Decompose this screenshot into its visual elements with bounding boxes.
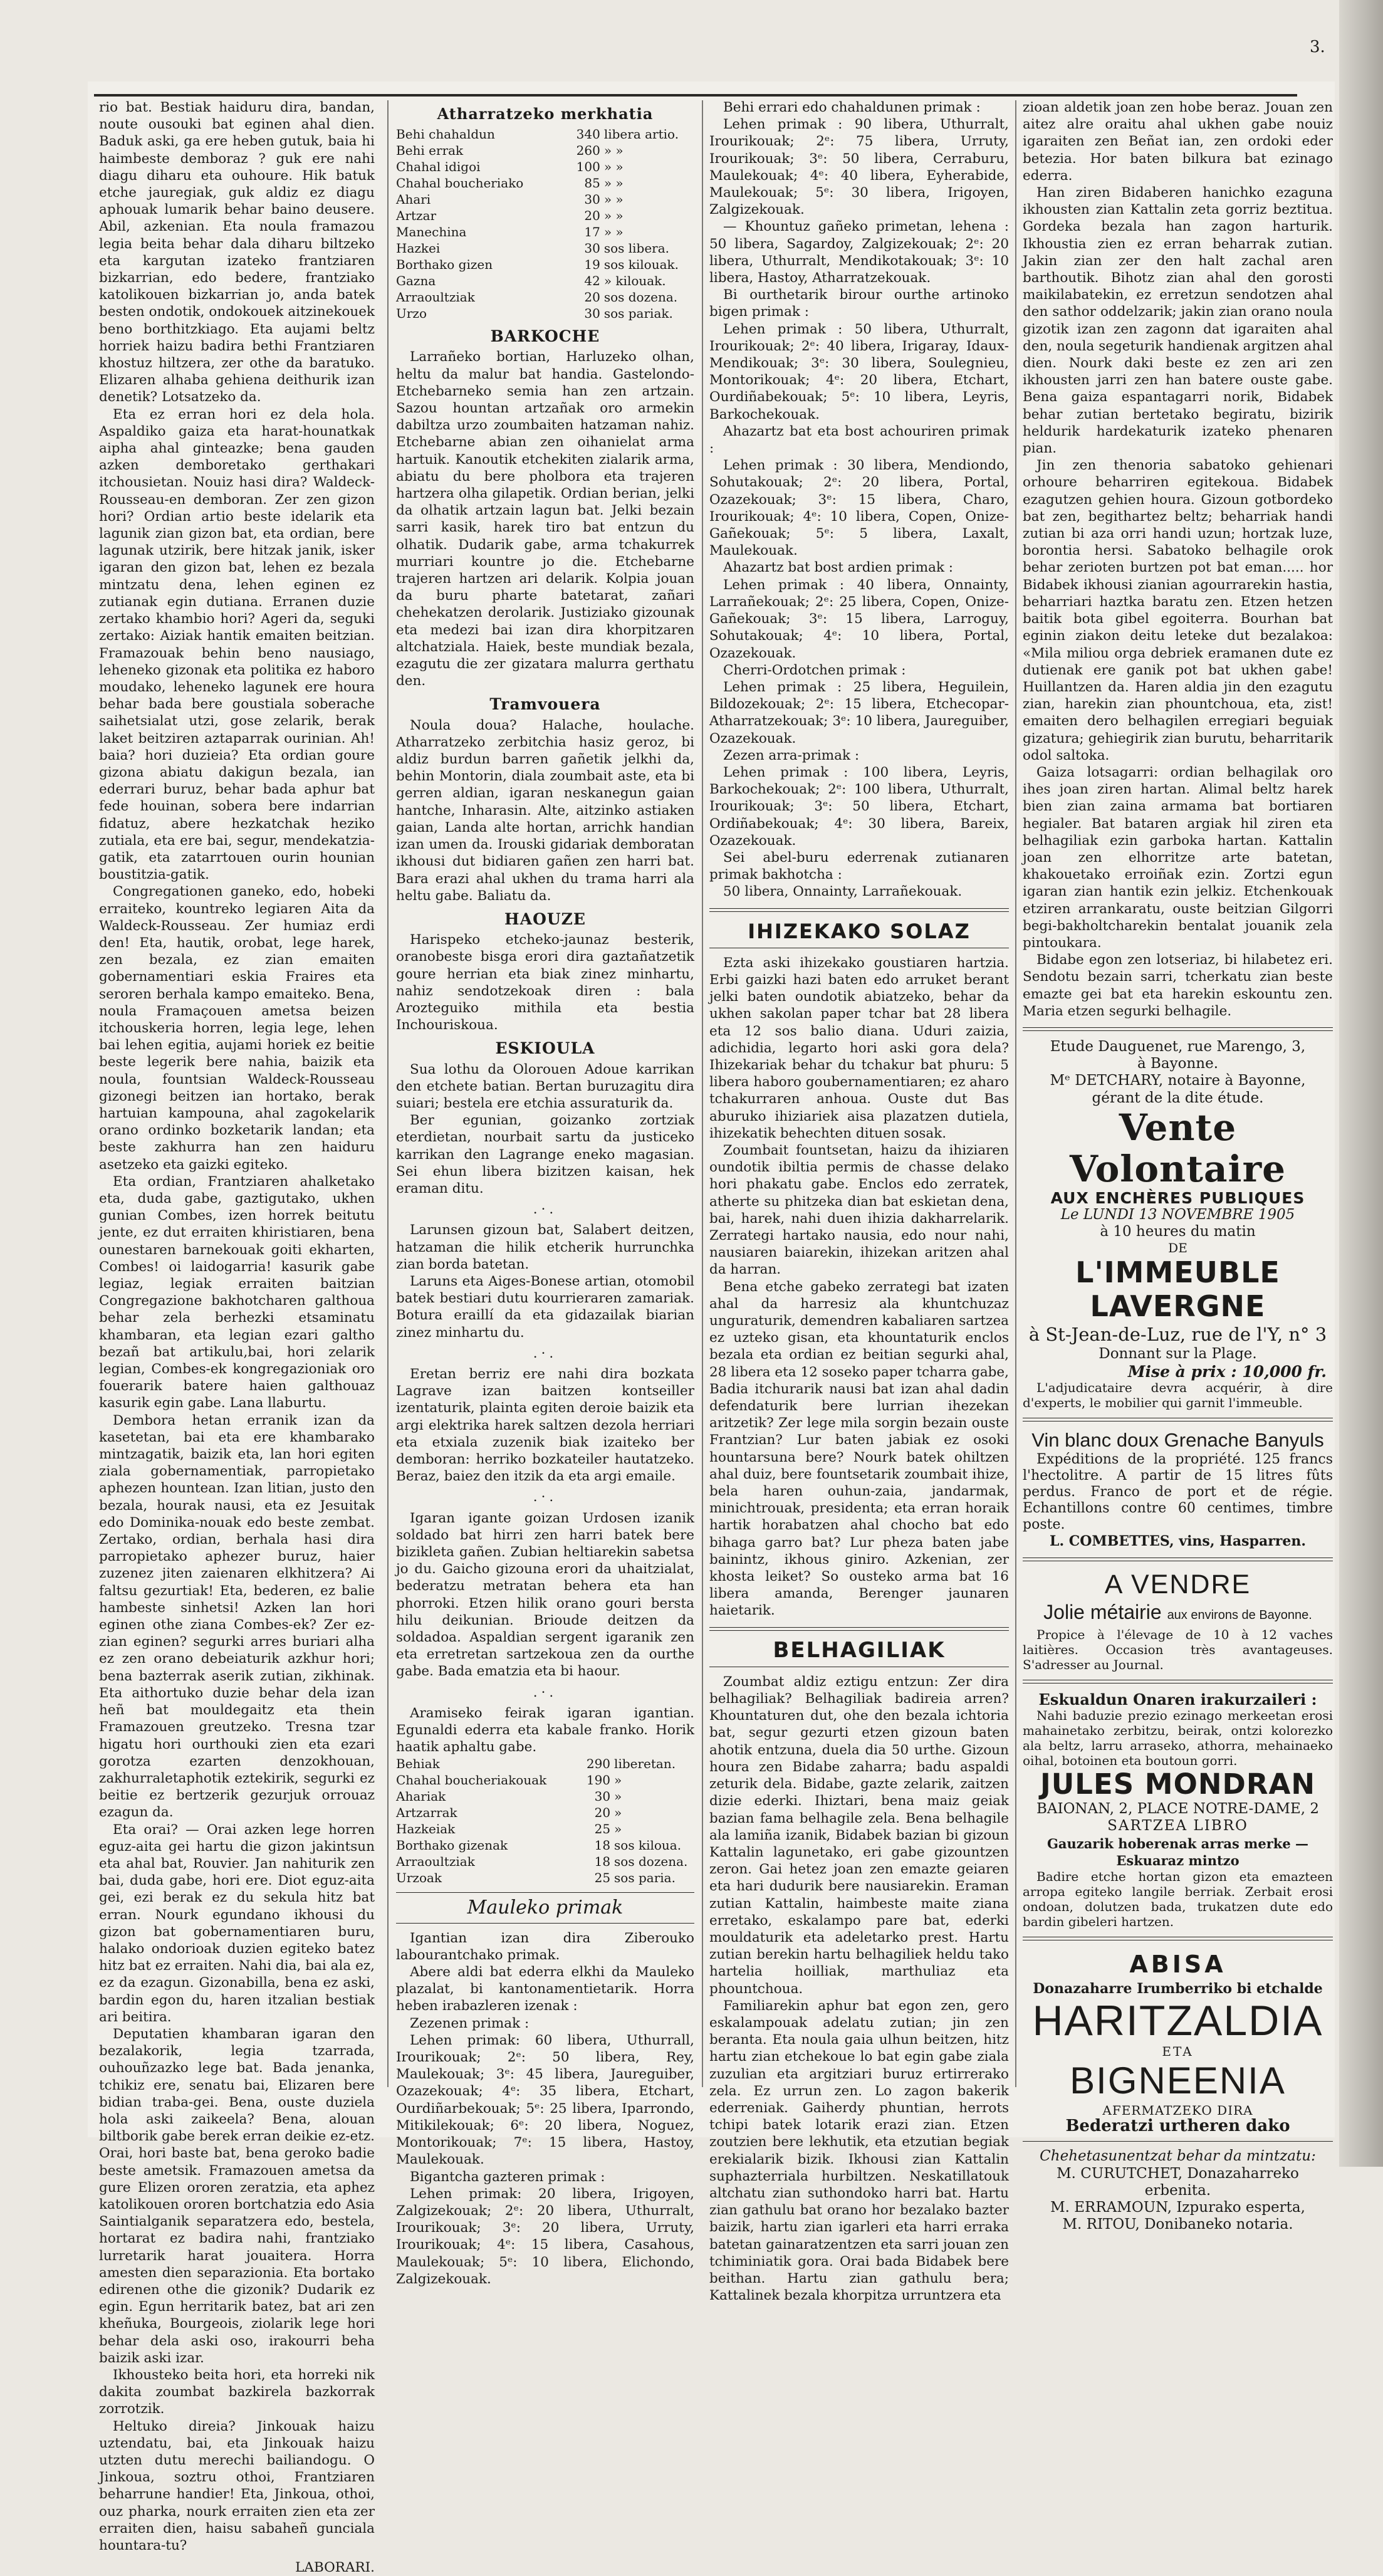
section-rule <box>709 1627 1009 1631</box>
price-unit: » <box>614 1821 622 1837</box>
vente-de: DE <box>1168 1240 1187 1256</box>
barkoche-heading: BARKOCHE <box>490 327 600 346</box>
price-unit: sos libera. <box>603 241 670 256</box>
abisa-subtitle: Donazaharre Irumberriko bi etchalde <box>1033 1981 1323 1997</box>
haouze-article: Harispeko etcheko-jaunaz besterik, oranobeste bisga erori dira gaztañatzetik goure herrian eta biak zinez minhartu, nahiz sendotzekoak diren : bala Arozteguiko mithila eta bestia Inchouriskoua. <box>396 932 694 1034</box>
price-val: 260 <box>576 143 600 159</box>
laruns-aiges-article: Laruns eta Aiges-Bonese artian, otomobil batek bestiari dutu kourrieraren zamariak. Botura eraillí da eta gidazailak biarian zinez minhartu du. <box>396 1273 694 1341</box>
column-3 <box>709 99 1009 2304</box>
price-val: 20 <box>584 290 600 305</box>
abisa-contact: M. ERRAMOUN, Izpurako esperta, <box>1050 2199 1305 2216</box>
story-paragraph: Han ziren Bidaberen hanichko ezaguna ikhousten zian Kattalin zeta gorriz beztitua. Gordeka bezala han zagon harturik. Ikhoustia zien ez erran beharrak zutian. Jakin zian zer den halt zachal aren barthoutik. Bihotz zian ahal den gorosti maikilabatekin, ez erretzun sendotzen ahal den sathor oddelzarik; jakin zian orano noula gizotik izan zen zagonn dat igaraiten ahal den, noula segeturik handienak argitzen ahal dien. Nourk daki beste ez zen ari zen ikhousten jarri zen han batere ouste gabe. Bena gaiza espantagarri norik, Bidabek behar zutian bertetako begiratu, bizirik heldurik hardekaturik izateko phenaren pian. <box>1023 185 1333 457</box>
etude-line: Etude Dauguenet, rue Marengo, 3, <box>1050 1038 1306 1055</box>
mauleko-list: Lehen primak: 60 libera, Uthurrall, Irourikouak; 2ᵉ: 50 libera, Rey, Maulekouak; 3ᵉ: 45 libera, Jaureguiber, Ozazekouak; 4ᵉ: 35 libera, Etchart, Ourdiñarbekouak; 5ᵉ: 25 libera, Iparrondo, Mitikilekouak; 6ᵉ: 20 libera, Noguez, Montorikouak; 7ᵉ: 15 libera, Hastoy, Maulekouak. <box>396 2032 694 2168</box>
vente-subtitle: AUX ENCHÈRES PUBLIQUES <box>1050 1188 1305 1207</box>
ad-rule <box>1023 2141 1333 2142</box>
ad-rule <box>1023 1680 1333 1683</box>
price-val: 30 <box>584 192 600 207</box>
prize-subhead: Sei abel-buru ederrenak zutianaren primak bakhotcha : <box>709 849 1009 883</box>
prize-subhead: Bi ourthetarik birour ourthe artinoko bigen primak : <box>709 287 1009 320</box>
belhagiliak-article: Zoumbat aldiz eztigu entzun: Zer dira belhagiliak? Belhagiliak badireia arren? Khountaturen dut, ohe den bezala ichtoria bat, segur gezurti etzen gizoun baten ahotik entzuna, duela dia 50 urthe. Gizoun houra zen Bidabe zaharra; badu aspaldi zeturik dela. Bidabe, gazte zelarik, zaitzen dizie ederki. Ihiztari, bena maiz geiak bazian fama belhagile zela. Bena belhagile ala lamiña izanik, Bidabek bazian bi gizoun Kattalin lagunetako, eri gabe gizountzen zeron. Gai hetez joan zen emazte geiaren eta hari dudurik bere nausiarekin. Eraman zutian Kattalin, haimbeste maite ziana erretako, eskalampo pare bat, ederki mouldaturik eta adeletarko prest. Hartu zutian berekin hartu belhagiliek heldu tako hartelia hoilliak, marthuliaz eta phountchoua. <box>709 1673 1009 1997</box>
price-unit: » » <box>603 143 624 159</box>
vente-plage: Donnant sur la Plage. <box>1099 1346 1257 1363</box>
abisa-title: ABISA <box>1129 1950 1226 1979</box>
paragraph: Heltuko direia? Jinkouak haizu uztendatu, bai, eta Jinkouak haizu utzten dutu merechi bailiandogu. O Jinkoua, soztru othoi, Frantziaren beharrune handier! Eta, Jinkoua, othoi, ouz pharka, nourk erraiten zien eta zer erraiten dien, haisu sabaheñ gunciala hountara-tu? <box>99 2418 375 2554</box>
price-item: Arraoultziak <box>396 290 475 305</box>
price-val: 340 <box>576 127 600 142</box>
aramiseko-intro: Aramiseko feirak igaran igantian. Egunaldi ederra eta kabale franko. Horik haatik aphaltu gabe. <box>396 1705 694 1756</box>
price-item: Behi chahaldun <box>396 127 495 142</box>
price-val: 42 <box>584 273 600 289</box>
margin-mark: 3. <box>1310 38 1325 56</box>
belhagiliak-heading: BELHAGILIAK <box>773 1637 946 1663</box>
prize-list: Lehen primak : 90 libera, Uthurralt, Irourikouak; 2ᵉ: 75 libera, Urruty, Irourikouak; 3ᵉ: 50 libera, Cerraburu, Maulekouak; 4ᵉ: 40 libera, Eyherabide, Maulekouak; 5ᵉ: 30 libera, Irigoyen, Zalgizekouak. <box>709 117 1009 218</box>
abisa-eta: ETA <box>1162 2044 1194 2060</box>
price-item: Chahal boucheriakouak <box>396 1772 547 1788</box>
price-val: 18 <box>594 1854 611 1870</box>
tramvouera-heading: Tramvouera <box>489 695 601 714</box>
price-unit: » » <box>603 192 624 207</box>
price-item: Borthako gizenak <box>396 1838 508 1853</box>
price-val: 30 <box>584 241 600 256</box>
atharratze-price-table <box>396 126 694 322</box>
mauleko-text: Abere aldi bat ederra elkhi da Mauleko plazalat, bi kantonamentietarik. Horra heben irabazleren izenak : <box>396 1964 694 2014</box>
prize-subhead: Behi errari edo chahaldunen primak : <box>723 100 981 115</box>
vendre-title: A VENDRE <box>1104 1569 1251 1600</box>
abisa-contact: M. CURUTCHET, Donazaharreko erbenita. <box>1057 2165 1299 2199</box>
mauleko-intro: Igantian izan dira Ziberouko labourantchako primak. <box>396 1930 694 1963</box>
eskualdun-text: Nahi baduzie prezio ezinago merkeetan erosi mahainetako zerbitzu, beirak, ontzi kolorezko ala beltz, larru arraseko, athorra, mehainaeko oihal, botoinen eta boutoun gorri. <box>1023 1708 1333 1769</box>
price-unit: » <box>614 1772 622 1788</box>
price-row <box>396 1837 694 1853</box>
ad-rule <box>1023 1558 1333 1561</box>
prize-subhead: Zezen arra-primak : <box>723 747 860 763</box>
page-fold-edge <box>1339 0 1383 2167</box>
price-item: Borthako gizen <box>396 257 493 273</box>
prize-list: Lehen primak : 40 libera, Onnainty, Larrañekouak; 2ᵉ: 25 libera, Copen, Onize-Gañekouak; 3ᵉ: 15 libera, Larroguy, Sohutakouak; 4ᵉ: 10 libera, Portal, Ozazekouak. <box>709 577 1009 661</box>
price-row <box>396 142 694 159</box>
eskioula-article: Ber egunian, goizanko zortziak eterdietan, nourbait sartu da justiceko karrikan den Lagrange eneko magasian. Sei ehun libera bizitzen kaisan, hek eraman ditu. <box>396 1113 694 1196</box>
vente-prix: Mise à prix : 10,000 fr. <box>1127 1362 1327 1381</box>
price-item: Chahal idigoi <box>396 159 481 175</box>
price-row <box>396 1788 694 1804</box>
price-val: 190 <box>586 1772 611 1788</box>
column-4 <box>1023 99 1333 2233</box>
price-row <box>396 1821 694 1837</box>
price-val: 290 <box>586 1756 611 1772</box>
price-item: Ahari <box>396 192 431 207</box>
etude-line: Mᵉ DETCHARY, notaire à Bayonne, <box>1050 1072 1306 1089</box>
price-item: Behiak <box>396 1756 440 1772</box>
price-item: Hazkeiak <box>396 1821 456 1837</box>
price-row <box>396 1853 694 1870</box>
price-item: Urzo <box>396 306 427 322</box>
price-item: Artzar <box>396 208 437 224</box>
price-row <box>396 1804 694 1821</box>
abisa-afermatzeko: AFERMATZEKO DIRA <box>1102 2103 1253 2118</box>
top-rule <box>94 94 1297 97</box>
column-2 <box>396 99 694 2287</box>
price-unit: sos kilouak. <box>603 257 679 273</box>
price-val: 20 <box>584 208 600 224</box>
eskioula-article: Sua lothu da Olorouen Adoue karrikan den etchete batian. Bertan buruzagitu dira suiari; bestela ere etchia assuraturik da. <box>396 1061 694 1111</box>
column-rule-2 <box>702 100 703 2087</box>
mondran-title: JULES MONDRAN <box>1040 1767 1315 1801</box>
mondran-text: Badire etche hortan gizon eta emazteen arropa egiteko langile berriak. Zerbait erosi ondoan, dolutzen bada, trukatzen dute edo bardin gibeleri hartzen. <box>1023 1869 1333 1930</box>
price-item: Urzoak <box>396 1870 442 1886</box>
mondran-address: BAIONAN, 2, PLACE NOTRE-DAME, 2 <box>1036 1801 1320 1818</box>
separator-dots: .·. <box>533 1345 558 1361</box>
paragraph: Eta ordian, Frantziaren ahalketako eta, duda gabe, gaztigutako, ukhen gunian Combes, izen horrek beitutu jente, ez dut erraiten khiristiaren, bena ounestaren barnekouak goiti ekharten, Combes! oi laidogarria! kasurik gabe legiaz, legiak erraiten baitzian Congregazione bakhotcharen galthoua behar zela berhezki etsaminatu khambaran, eta legian ezari galtho bezañ bat artikulu,bai, hori zelarik legian, Combes-ek kongregazioniak oro fouerarik batere haien galthouaz kasurik egin gabe. Lana llaburtu. <box>99 1173 375 1411</box>
urdosen-article: Igaran igante goizan Urdosen izanik soldado bat hirri zen harri batek bere bizikleta gañen. Zubian heltiarekin sabetsa jo du. Gaicho gizouna erori da uhaitzialat, bederatzu metratan behera eta han phorroki. Etzen hilik orano gouri bersta hilu deikunian. Brioude deitzen da soldadoa. Aspaldian sergent igaranik zen eta erretretan sartzekoua zen da ourthe gabe. Bada ematzia eta bi haour. <box>396 1510 694 1680</box>
mauleko-list: Lehen primak: 20 libera, Irigoyen, Zalgizekouak; 2ᵉ: 20 libera, Uthurralt, Irourikouak; 3ᵉ: 20 libera, Urruty, Irourikouak; 4ᵉ: 15 libera, Casahous, Maulekouak; 5ᵉ: 10 libera, Elichondo, Zalgizekouak. <box>396 2186 694 2287</box>
price-unit: liberetan. <box>614 1756 676 1772</box>
ad-rule <box>1023 1418 1333 1422</box>
belhagiliak-article: Familiarekin aphur bat egon zen, gero eskalampouak adelatu zutian; jin zen beranta. Eta noula gaia ulhun beitzen, hitz hartu zian etchekoue lo bat egin gabe ziala zuzulian eta argitziari buruz ertirrerako zela. Ez urrun zen. Lo zagon bakerik ederreniak. Gaiherdy phuntian, herrots tchipi batek lotarik erazi zian. Etzen zoutzien bere lekhutik, eta etzutian begiak erekialarik bizik. Ikhousi zian Kattalin suphazterriala hurbiltzen. Neskatillatouk altchatu zian suthondoko harri bat. Hartu zian gathulu bat orano hor bezalako bazter baizik, hartu zian igarleri eta harri erraka batetan gainaratzentzen eta sarri jouan zen tchiminiatik gora. Orai bada Bidabek bere beithan. Hartu zian gathulu bera; Kattalinek bezala khorpitza urruntzera eta <box>709 1997 1009 2304</box>
eretan-article: Eretan berriz ere nahi dira bozkata Lagrave izan baitzen kontseiller izentaturik, plainta egiten deroie baizik eta argi elektrika harek saltzen dezola herriari eta etxiala zuzenik biak izaiteko ber demboran: herriko bozkateiler hautatzeko. Beraz, baiez den itzik da eta argi emaile. <box>396 1366 694 1485</box>
abisa-haritzaldia: HARITZALDIA <box>1032 1997 1323 2045</box>
vin-title: Vin blanc doux Grenache Banyuls <box>1031 1428 1324 1451</box>
prize-subhead: Ahazartz bat eta bost achouriren primak : <box>709 423 1009 457</box>
ihizekako-article: Bena etche gabeko zerrategi bat izaten ahal da harresiz ala khuntchuzaz unguraturik, demendren kabaliaren sartzea ez uzteko gisan, eta khountaturik enclos bezala eta ordian ez beitian segurki ahal, 28 libera eta 12 soseko paper tcharra gabe, Badia itchurarik nausi bat izan ahal dadin defendaturik bere lurrian ihezekan aritzetik? Zer lege mila sorgin bezain ouste Frantzian? Lur baten jabiak ez osoki hountarsuna bere? Nourk batek ohiltzen ahal duiz, bere fountsetarik zoumbait ihize, bela haren ouhun-zaia, jandarmak, minichtrouak, presidenta; eta erran horaik hartik horabatzen ahal chocho bat edo bihaga garro bat? Lur pheza baten jabe bainintz, ikhous giniro. Azkenian, zer khosta leiket? So ousteko arma bat 16 libera amanda, Berenger jaunaren haietarik. <box>709 1279 1009 1619</box>
vendre-aux: aux environs de Bayonne. <box>1167 1608 1312 1622</box>
separator-dots: .·. <box>533 1489 558 1505</box>
price-unit: » » <box>603 175 624 191</box>
prize-list: Lehen primak : 100 libera, Leyris, Barkochekouak; 2ᵉ: 100 libera, Uthurralt, Irourikouak; 3ᵉ: 50 libera, Etchart, Ordiñabekouak; 4ᵉ: 30 libera, Bareix, Ozazekouak. <box>709 764 1009 849</box>
price-unit: libera artio. <box>603 127 679 142</box>
story-paragraph: Gaiza lotsagarri: ordian belhagilak oro ihes joan ziren hartan. Alimal beltz harek bien zian zaina armama bat bortiaren hegialer. Bat bataren argiak hil ziren eta belhagiliak ezin garboka hartan. Kattalin joan zen elhorritze arte batetan, khakouetako erroiñak ezin. Zortzi egun igaran zian hantik ezin jelkiz. Etchenkouak etziren arrankaratu, ouste beitzian Gilgorri begi-bakholtcharekin bentalat jouanik zela pintoukara. <box>1023 764 1333 951</box>
price-item: Chahal boucheriako <box>396 175 524 191</box>
price-item: Manechina <box>396 224 467 240</box>
price-unit: » » <box>603 224 624 240</box>
price-row <box>396 240 694 256</box>
signature: LABORARI. <box>295 2560 375 2576</box>
prize-subhead: Cherri-Ordotchen primak : <box>723 662 906 678</box>
ad-rule <box>1023 1027 1333 1031</box>
price-val: 30 <box>584 306 600 322</box>
vin-text: Expéditions de la propriété. 125 francs l'hectolitre. A partir de 15 litres fûts perdus. Franco de port et de régie. Echantillons contre 60 centimes, timbre poste. <box>1023 1451 1333 1532</box>
mondran-sartzea: SARTZEA LIBRO <box>1107 1818 1248 1835</box>
price-val: 17 <box>584 224 600 240</box>
price-row <box>396 1772 694 1788</box>
price-row <box>396 159 694 175</box>
story-paragraph: Jin zen thenoria sabatoko gehienari orhoure beharriren egitekoua. Bidabek ezagutzen gehien houra. Gizoun gotbordeko bat zen, begithartez beltz; beharriak handi zutian bi aza orri handi uzun; hortzak luze, borontia hersi. Sabatoko belhagile orok behar zerioten burtzen pot bat eman..... hor Bidabek ikhousi zianian agourrarekin hastia, beharriari haztka baratu zen. Etzen hetzen baitik bota gibel egoiterra. Bourhan bat eginin ziakon deitu leteke dut bezalakoa: «Mila miliou orga debriek eramanen dute ez dutienak ere ganik pot bat ukhen gabe! Huillantzen da. Haren aldia jin den ezagutu zian, harekin zian phountchoua, eta, zist! emaiten dero belhagilen erregiari beguiak gizatura; gehiegirik zian burutu, beharritarik odol saltoka. <box>1023 458 1333 763</box>
vente-hour: à 10 heures du matin <box>1100 1223 1256 1240</box>
vente-date: Le LUNDI 13 NOVEMBRE 1905 <box>1060 1206 1295 1223</box>
ad-rule <box>1023 1937 1333 1940</box>
price-unit: sos pariak. <box>603 306 673 322</box>
price-item: Hazkei <box>396 241 441 256</box>
separator-dots: .·. <box>533 1684 558 1700</box>
paragraph: Eta ez erran hori ez dela hola. Aspaldiko gaiza eta harat-hounatkak aipha ahal ginteazke; bena gauden azken demboretako gerthakari itchousietan. Nouiz hasi dira? Waldeck-Rousseau-en demboran. Zer zen gizon hori? Ordian artio beste idelarik eta lagunik zian gizon bat, eta ordian, bere lagunak utzirik, bere hitzak janik, isker igaran den gizon bat, lehen ez bezala mintzatu dena, lehen eginen ez zutianak egin dutiana. Erranen duzie zertako khambio hori? Ageri da, seguki zertako: Aiziak hantik emaiten beitzian. Framazouak behin beno nausiago, leheneko gizonak eta politika ez haboro moudako, leheneko lagunek ere houra behar bada bere goustiala soberache saihetsialat utzi, gose zelarik, berak laket beitziren aztaparrak ourinian. Ah! baia? hori duzieia? Eta ordian goure gizona abiatu dakigun bezala, ian ederrari buruz, behar bada aphur bat fede houinan, sobera bere indarrian fidatuz, abere hezkatchak heziko zutiala, eta ere bai, segur, mendekatzia-gatik, eta zatarrtouen ourin hounian boustitzia-gatik. <box>99 406 375 883</box>
vendre-jolie-label: Jolie métairie <box>1043 1601 1162 1623</box>
abisa-bederatzi: Bederatzi urtheren dako <box>1065 2117 1290 2136</box>
vente-immeuble: L'IMMEUBLE LAVERGNE <box>1075 1255 1280 1324</box>
price-unit: sos kiloua. <box>614 1838 682 1853</box>
aramiseko-price-table <box>396 1756 694 1886</box>
vendre-jolie <box>1023 1600 1333 1627</box>
price-row <box>396 1870 694 1886</box>
mondran-slogan: Gauzarik hoberenak arras merke — Eskuaraz mintzo <box>1046 1835 1309 1868</box>
column-rule-3 <box>1015 100 1016 2087</box>
price-val: 100 <box>576 159 600 175</box>
price-item: Arraoultziak <box>396 1854 475 1870</box>
section-rule <box>396 1892 694 1893</box>
price-val: 25 <box>594 1821 611 1837</box>
mauleko-subhead: Bigantcha gazteren primak : <box>410 2169 605 2185</box>
haouze-heading: HAOUZE <box>504 909 586 928</box>
vente-location: à St-Jean-de-Luz, rue de l'Y, n° 3 <box>1028 1324 1327 1346</box>
price-row <box>396 289 694 305</box>
price-row <box>396 224 694 240</box>
price-item: Artzarrak <box>396 1805 457 1821</box>
etude-line: à Bayonne. <box>1137 1055 1219 1072</box>
story-paragraph: Bidabe egon zen lotseriaz, bi hilabetez eri. Sendotu bezain sarri, tcherkatu zian beste emazte gei bat eta harekin eskountu zen. Maria etzen segurki belhagile. <box>1023 952 1333 1019</box>
price-val: 85 <box>584 175 600 191</box>
vendre-text: Propice à l'élevage de 10 à 12 vaches laitières. Occasion très avantageuses. S'adresser au Journal. <box>1023 1627 1333 1672</box>
price-row <box>396 273 694 289</box>
price-row <box>396 256 694 273</box>
price-unit: sos dozena. <box>614 1854 688 1870</box>
ihizekako-article: Ezta aski ihizekako goustiaren hartzia. Erbi gaizki hazi baten edo arruket berant jelki baten oundotik abiatzeko, behar da ukhen sakolan paper tchar bat 28 libera eta 12 sos balio diana. Uduri zaizia, adichidia, legarto hori aski gora dela? Ihizekariak behar du tchakur bat phuru: 5 libera haboro goubernamentiaren; ez aharo tchakurraren anhoua. Ouste dut Bas aburuko ihiziariek aisa plazatzen dutiela, ihizekatik behechten dituen sosak. <box>709 955 1009 1141</box>
paragraph: Deputatien khambaran igaran den bezalakorik, legia tzarrada, ouhouñzazko lege bat. Bada jenanka, tchikiz ere, senatu bai, Elizaren bere bidian traba-gei. Bena, ouste duziela hola aski zaikeela? Bena, alouan biltborik gabe berek erran deikie ez-etz. Orai, hori baste bat, bena geroko badie beste ametsik. Framazouen ametsa da gure Elizen ororen zeratzia, eta aphez katolikouen ororen bortchatzia edo Asia Saintialganik separatzera edo, bestela, hortarat ez badira nahi, frantziako lurretarik harat jouaitera. Horra amesten dien separazionia. Eta bortako edirenen othe die gizonik? Dudarik ez egin. Egun herritarik batez, bat ari zen kheñuka, Bourgeois, ziolarik lege hori behar dela aski oso, irakourri beha baizik aski izar. <box>99 2026 375 2366</box>
price-row <box>396 207 694 224</box>
abisa-text: Chehetasunentzat behar da mintzatu: <box>1040 2148 1316 2165</box>
prize-list: Lehen primak : 30 libera, Mendiondo, Sohutakouak; 2ᵉ: 20 libera, Portal, Ozazekouak; 3ᵉ: 15 libera, Charo, Irourikouak; 4ᵉ: 10 libera, Copen, Onize-Gañekouak; 5ᵉ: 5 libera, Laxalt, Maulekouak. <box>709 458 1009 559</box>
larunsen-article: Larunsen gizoun bat, Salabert deitzen, hatzaman die hilik etcherik hurrunchka zian borda batetan. <box>396 1222 694 1272</box>
ihizekako-article: Zoumbait fountsetan, haizu da ihiziaren oundotik ibiltia permis de chasse delako hori phakatu gabe. Enclos edo zerratek, atherte su phitzeka dian bat eskietan dena, bai, harek, nahi duen ihizia dakharrelarik. Zerrategi hartako nausia, edo nour nahi, nausiaren baiarekin, ihizekan aritzen ahal da harran. <box>709 1142 1009 1278</box>
eskualdun-title: Eskualdun Onaren irakurzaileri : <box>1038 1690 1317 1709</box>
prize-list: Lehen primak : 25 libera, Heguilein, Bildozekouak; 2ᵉ: 15 libera, Etchecopar-Atharratzekouak; 3ᵉ: 10 libera, Jaureguiber, Ozazekouak. <box>709 679 1009 746</box>
vente-note: L'adjudicataire devra acquérir, à dire d'experts, le mobilier qui garnit l'immeuble. <box>1023 1380 1333 1410</box>
price-val: 20 <box>594 1805 611 1821</box>
price-row <box>396 305 694 322</box>
section-rule <box>396 1923 694 1924</box>
vente-title: Vente Volontaire <box>1069 1106 1286 1190</box>
vin-signature: L. COMBETTES, vins, Hasparren. <box>1049 1532 1307 1549</box>
paragraph: Ikhousteko beita hori, eta horreki nik dakita zoumbat bazkirela bazkorrak zorrotzik. <box>99 2367 375 2417</box>
mauleko-subhead: Zezenen primak : <box>410 2015 530 2031</box>
prize-list: Lehen primak : 50 libera, Uthurralt, Irourikouak; 2ᵉ: 40 libera, Irigaray, Idaux-Mendikouak; 3ᵉ: 30 libera, Soulegnieu, Montorikouak; 4ᵉ: 20 libera, Etchart, Ourdiñabekouak; 5ᵉ: 10 libera, Leyris, Barkochekouak. <box>709 321 1009 422</box>
price-row <box>396 191 694 207</box>
ihizekako-heading: IHIZEKAKO SOLAZ <box>748 919 971 943</box>
price-row <box>396 175 694 191</box>
prize-list: — Khountuz gañeko primetan, lehena : 50 libera, Sagardoy, Zalgizekouak; 2ᵉ: 20 libera, Uthurralt, Mendikotakouak; 3ᵉ: 10 libera, Hastoy, Atharratzekouak. <box>709 219 1009 286</box>
price-unit: » » <box>603 208 624 224</box>
price-val: 18 <box>594 1838 611 1853</box>
price-item: Ahariak <box>396 1789 446 1804</box>
price-unit: sos dozena. <box>603 290 678 305</box>
etude-line: gérant de la dite étude. <box>1092 1089 1264 1106</box>
separator-dots: .·. <box>533 1202 558 1218</box>
barkoche-article: Larrañeko bortian, Harluzeko olhan, heltu da malur bat handia. Gastelondo-Etchebarneko semia han zen artzain. Sazou hountan artzañak oro armekin dabiltza urzo zoumbaiten hatzaman nahiz. Etchebarne abian zen oihanielat arma hartuik. Kanoutik etchekiten zialarik arma, abiatu du bere pholbora eta trajeren hartzera olha gilapetik. Ordian berian, jelki da olhatik artzain lagun bat. Jelki bezain sarri kasik, harek tiro bat entzun du olhatik. Dudarik gabe, arma tchakurrek murriari kountre jo die. Etchebarne trajeren hartzen ari delarik. Kolpia jouan da buru pharte batetarat, zañari chehekatzen derolarik. Justiziako gizounak eta medezi bai izan dira khorpitzaren altchatziala. Haiek, beste mundiak bezala, ezagutu die zer gizatara malurra gerthatu den. <box>396 349 694 689</box>
paragraph: Congregationen ganeko, edo, hobeki erraiteko, kountreko legiaren Aita da Waldeck-Rousseau. Zer humiaz erdi den! Eta, hautik, orobat, lege harek, zen bezala, ez zian emaiten gobernamentiari eskia Fraires eta seroren berhala kampo emaiteko. Bena, noula Framaçouen ametsa beizen itchouskeria horren, legia lege, lehen bai lehen egitia, aujami horiek ez beitie beste legerik bere nahia, baizik eta noula, fountsian Waldeck-Rousseau gizonegi beitzen ian hortako, berak hartuian kampouna, ahal zagokelarik orano ordinko bozketarik landan; eta beste zakhurra han zen haiduru asetzeko eta gaizki egiteko. <box>99 884 375 1173</box>
price-row <box>396 1756 694 1772</box>
section-rule <box>709 908 1009 912</box>
prize-subhead: Ahazartz bat bost ardien primak : <box>723 560 954 576</box>
price-unit: » <box>614 1805 622 1821</box>
mauleko-heading: Mauleko primak <box>467 1897 624 1919</box>
paragraph: Eta orai? — Orai azken lege horren eguz-aita gei hartu die gizon jakintsun eta ahal bat, Rouvier. Jan nahiturik zen bai, duda gabe, hori ere. Diot eguz-aita gei, ezi berak ez du sekula hitz bat erran. Nourk egundano ikhousi du gizon bat gobernamentiaren buru, halako ondorioak duzien egiteko batez hitz bat ez erraiten. Nahi dia, bai ala ez, ez da ezagun. Gizonabilla, bena ez aski, bardin egon du, haren itzalian bestiak ari beitira. <box>99 1821 375 2025</box>
price-unit: » kilouak. <box>603 273 666 289</box>
price-val: 30 <box>594 1789 611 1804</box>
price-item: Behi errak <box>396 143 464 159</box>
price-unit: » » <box>603 159 624 175</box>
price-unit: » <box>614 1789 622 1804</box>
story-continued: zioan aldetik joan zen hobe beraz. Jouan zen aitez alre oraitu ahal ukhen gabe nouiz igaraiten zen Beñat ian, zen ordoki eder betezia. Hor baten bilkura bat ezinago ederra. <box>1023 100 1333 184</box>
price-unit: sos paria. <box>614 1870 676 1886</box>
paragraph: Dembora hetan erranik izan da kasetetan, bai eta ere khambarako mintzagatik, baizik eta, lan hori egiten ziala gobernamentiak, parropietako aphezen hountean. Izan litian, justo den bezala, hourak nausi, eta ez Jesuitak edo Dominika-nouak edo beste zembat. Zertako, ordian, berhala hasi dira parropietako aphezer buruz, haier zuzenez jiten zaienaren elkhitzera? Ai faltsu gezurtiak! Eta, bederen, ez balie hambeste sinhetsi! Azken lan hori eginen othe ziana Combes-ek? Zer ez-zian eginen? segurki arres buriari alha ez zen orano debeiaturik azkhur hori; bena bazterrak aserik zutian, zikhinak. Eta aithortuko duzie behar dela izan heñ bat mouldegaitz eta thein Framazouen greutzeko. Tresna tzar higatu hori ourthouki zien eta ezari gorotza ezarten denzokhouan, zakhurraletaphotik eztekirik, segurki ez beitie ez bertzerik gezurjuk orrouaz ezagun da. <box>99 1412 375 1821</box>
eskioula-heading: ESKIOULA <box>495 1039 595 1058</box>
price-val: 25 <box>594 1870 611 1886</box>
price-item: Gazna <box>396 273 436 289</box>
tramvouera-article: Noula doua? Halache, houlache. Atharratzeko zerbitchia hasiz geroz, bi aldiz burdun barren gañetik jelkhi da, behin Montorin, diala zoumbait aste, eta bi gerren aldian, igaran neskanegun gaian hantche, Inharasin. Alte, aitzinko astiaken gaian, Landa alte hortan, arrichk handian izan umen da. Irouski gidariak demboratan ikhousi dut bidiaren gañen zen harri bat. Bara erazi ahal ukhen du trama harri ala heltu gabe. Baliatu da. <box>396 717 694 904</box>
paragraph: rio bat. Bestiak haiduru dira, bandan, noute ousouki bat eginen ahal dien. Baduk aski, ga ere heben gutuk, baia hi haimbeste demboraz ? guk ere nahi diagu diharu eta ouhoure. Hik batuk etche jauregiak, guk aldiz ez diagu aphouak lumarik behar baino deusere. Abil, azkenian. Eta noula framazou legia beita behar dala diharu biltzeko eta kargutan izateko frantziaren bizkarrian, edo bedere, frantziako katolikouen bizkarrian jo, anda batek besten ondotik, ondokouek aitzinekouek beno borthitzkiago. Eta aujami beltz horriek haizu badira bethi Frantziaren khostuz hiltzera, zer othe da baratuko. Elizaren alhaba gehiena deithurik izan denetik? Lotsatzeko da. <box>99 100 375 406</box>
abisa-contact: M. RITOU, Donibaneko notaria. <box>1062 2216 1293 2233</box>
column-1 <box>99 99 375 2576</box>
price-val: 19 <box>584 257 600 273</box>
prize-list: 50 libera, Onnainty, Larrañekouak. <box>723 884 963 900</box>
atharratze-heading: Atharratzeko merkhatia <box>437 105 654 123</box>
column-rule-1 <box>387 100 389 2087</box>
price-row <box>396 126 694 142</box>
abisa-bigneenia: BIGNEENIA <box>1070 2060 1286 2102</box>
